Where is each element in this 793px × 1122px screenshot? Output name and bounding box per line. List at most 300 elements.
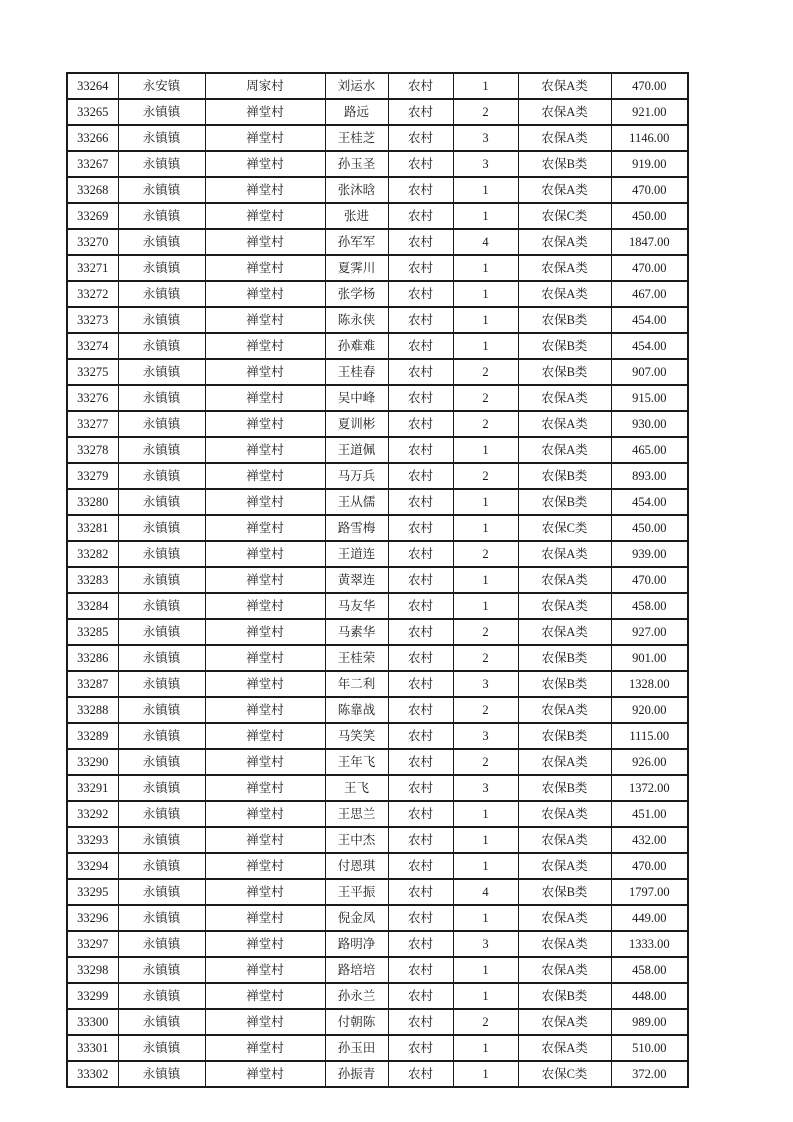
table-row [67, 1061, 688, 1087]
cell-town: 永镇镇 [118, 1009, 205, 1035]
cell-person-count: 3 [453, 671, 518, 697]
table-row [67, 125, 688, 151]
cell-serial-number: 33290 [67, 749, 118, 775]
cell-village: 禅堂村 [205, 697, 325, 723]
cell-household-type: 农村 [388, 125, 453, 151]
cell-person-name: 夏训彬 [325, 411, 388, 437]
cell-person-count: 2 [453, 411, 518, 437]
cell-serial-number: 33297 [67, 931, 118, 957]
cell-serial-number: 33282 [67, 541, 118, 567]
cell-serial-number: 33298 [67, 957, 118, 983]
cell-person-count: 1 [453, 593, 518, 619]
table-row [67, 983, 688, 1009]
cell-person-name: 路雪梅 [325, 515, 388, 541]
cell-town: 永镇镇 [118, 411, 205, 437]
cell-amount: 1372.00 [611, 775, 688, 801]
cell-person-name: 倪金凤 [325, 905, 388, 931]
cell-household-type: 农村 [388, 307, 453, 333]
cell-town: 永镇镇 [118, 801, 205, 827]
cell-person-name: 马笑笑 [325, 723, 388, 749]
cell-town: 永镇镇 [118, 125, 205, 151]
table-row [67, 931, 688, 957]
cell-insurance-category: 农保A类 [518, 255, 611, 281]
cell-household-type: 农村 [388, 73, 453, 99]
cell-person-count: 1 [453, 801, 518, 827]
cell-serial-number: 33287 [67, 671, 118, 697]
table-row [67, 879, 688, 905]
cell-serial-number: 33294 [67, 853, 118, 879]
cell-serial-number: 33283 [67, 567, 118, 593]
cell-amount: 470.00 [611, 853, 688, 879]
cell-person-count: 2 [453, 697, 518, 723]
cell-town: 永镇镇 [118, 437, 205, 463]
table-row [67, 463, 688, 489]
cell-person-count: 2 [453, 463, 518, 489]
cell-serial-number: 33264 [67, 73, 118, 99]
cell-amount: 926.00 [611, 749, 688, 775]
cell-household-type: 农村 [388, 333, 453, 359]
cell-serial-number: 33286 [67, 645, 118, 671]
cell-amount: 449.00 [611, 905, 688, 931]
cell-village: 禅堂村 [205, 749, 325, 775]
cell-insurance-category: 农保A类 [518, 1035, 611, 1061]
cell-town: 永镇镇 [118, 879, 205, 905]
cell-insurance-category: 农保B类 [518, 879, 611, 905]
table-row [67, 151, 688, 177]
cell-person-count: 1 [453, 281, 518, 307]
cell-person-name: 年二利 [325, 671, 388, 697]
cell-person-count: 1 [453, 1061, 518, 1087]
cell-serial-number: 33276 [67, 385, 118, 411]
cell-amount: 920.00 [611, 697, 688, 723]
cell-village: 禅堂村 [205, 203, 325, 229]
cell-person-count: 1 [453, 827, 518, 853]
cell-town: 永镇镇 [118, 1035, 205, 1061]
cell-household-type: 农村 [388, 1061, 453, 1087]
cell-village: 禅堂村 [205, 879, 325, 905]
cell-insurance-category: 农保B类 [518, 775, 611, 801]
cell-town: 永镇镇 [118, 983, 205, 1009]
cell-insurance-category: 农保C类 [518, 203, 611, 229]
cell-amount: 907.00 [611, 359, 688, 385]
cell-person-name: 王桂芝 [325, 125, 388, 151]
cell-amount: 930.00 [611, 411, 688, 437]
cell-town: 永镇镇 [118, 333, 205, 359]
cell-person-name: 王平振 [325, 879, 388, 905]
cell-serial-number: 33291 [67, 775, 118, 801]
cell-person-name: 王从儒 [325, 489, 388, 515]
cell-person-count: 1 [453, 489, 518, 515]
cell-person-name: 孙军军 [325, 229, 388, 255]
cell-village: 禅堂村 [205, 177, 325, 203]
cell-household-type: 农村 [388, 853, 453, 879]
cell-town: 永镇镇 [118, 359, 205, 385]
cell-town: 永镇镇 [118, 853, 205, 879]
cell-village: 禅堂村 [205, 411, 325, 437]
cell-village: 禅堂村 [205, 1009, 325, 1035]
cell-insurance-category: 农保A类 [518, 281, 611, 307]
cell-person-name: 孙振青 [325, 1061, 388, 1087]
cell-amount: 989.00 [611, 1009, 688, 1035]
cell-village: 禅堂村 [205, 567, 325, 593]
cell-insurance-category: 农保A类 [518, 73, 611, 99]
cell-amount: 451.00 [611, 801, 688, 827]
beneficiary-table [66, 72, 689, 1088]
table-row [67, 801, 688, 827]
cell-insurance-category: 农保A类 [518, 1009, 611, 1035]
table-row [67, 827, 688, 853]
cell-person-count: 1 [453, 905, 518, 931]
cell-insurance-category: 农保A类 [518, 567, 611, 593]
cell-insurance-category: 农保A类 [518, 905, 611, 931]
cell-amount: 470.00 [611, 73, 688, 99]
cell-household-type: 农村 [388, 463, 453, 489]
cell-person-count: 1 [453, 73, 518, 99]
cell-person-count: 2 [453, 619, 518, 645]
cell-insurance-category: 农保A类 [518, 801, 611, 827]
cell-village: 禅堂村 [205, 931, 325, 957]
cell-person-name: 王中杰 [325, 827, 388, 853]
cell-insurance-category: 农保B类 [518, 463, 611, 489]
cell-town: 永镇镇 [118, 723, 205, 749]
cell-person-name: 张沐晗 [325, 177, 388, 203]
cell-person-name: 吴中峰 [325, 385, 388, 411]
cell-village: 禅堂村 [205, 801, 325, 827]
table-row [67, 411, 688, 437]
cell-serial-number: 33299 [67, 983, 118, 1009]
cell-serial-number: 33295 [67, 879, 118, 905]
cell-household-type: 农村 [388, 151, 453, 177]
cell-person-name: 王道佩 [325, 437, 388, 463]
cell-person-count: 2 [453, 359, 518, 385]
cell-serial-number: 33269 [67, 203, 118, 229]
cell-village: 禅堂村 [205, 99, 325, 125]
cell-person-count: 2 [453, 749, 518, 775]
cell-person-name: 马万兵 [325, 463, 388, 489]
cell-household-type: 农村 [388, 203, 453, 229]
cell-serial-number: 33267 [67, 151, 118, 177]
cell-household-type: 农村 [388, 645, 453, 671]
cell-household-type: 农村 [388, 515, 453, 541]
cell-amount: 450.00 [611, 203, 688, 229]
cell-village: 禅堂村 [205, 723, 325, 749]
cell-household-type: 农村 [388, 411, 453, 437]
cell-town: 永镇镇 [118, 619, 205, 645]
table-row [67, 723, 688, 749]
cell-amount: 1797.00 [611, 879, 688, 905]
cell-person-count: 3 [453, 931, 518, 957]
cell-insurance-category: 农保A类 [518, 619, 611, 645]
cell-town: 永镇镇 [118, 203, 205, 229]
table-row [67, 281, 688, 307]
cell-household-type: 农村 [388, 593, 453, 619]
cell-town: 永镇镇 [118, 385, 205, 411]
cell-household-type: 农村 [388, 281, 453, 307]
cell-household-type: 农村 [388, 541, 453, 567]
cell-serial-number: 33288 [67, 697, 118, 723]
cell-person-count: 1 [453, 307, 518, 333]
cell-household-type: 农村 [388, 957, 453, 983]
table-row [67, 307, 688, 333]
cell-person-name: 孙永兰 [325, 983, 388, 1009]
cell-person-name: 王飞 [325, 775, 388, 801]
table-row [67, 333, 688, 359]
cell-serial-number: 33281 [67, 515, 118, 541]
cell-insurance-category: 农保A类 [518, 697, 611, 723]
cell-amount: 1146.00 [611, 125, 688, 151]
cell-village: 禅堂村 [205, 281, 325, 307]
cell-household-type: 农村 [388, 489, 453, 515]
cell-town: 永镇镇 [118, 463, 205, 489]
cell-village: 禅堂村 [205, 541, 325, 567]
cell-household-type: 农村 [388, 827, 453, 853]
cell-serial-number: 33279 [67, 463, 118, 489]
cell-person-name: 孙玉田 [325, 1035, 388, 1061]
table-row [67, 177, 688, 203]
cell-person-name: 付恩琪 [325, 853, 388, 879]
cell-village: 禅堂村 [205, 671, 325, 697]
cell-insurance-category: 农保A类 [518, 99, 611, 125]
cell-insurance-category: 农保B类 [518, 359, 611, 385]
cell-household-type: 农村 [388, 905, 453, 931]
cell-village: 禅堂村 [205, 1061, 325, 1087]
table-row [67, 853, 688, 879]
table-row [67, 775, 688, 801]
cell-town: 永镇镇 [118, 1061, 205, 1087]
cell-amount: 1847.00 [611, 229, 688, 255]
cell-serial-number: 33270 [67, 229, 118, 255]
table-row [67, 593, 688, 619]
cell-serial-number: 33280 [67, 489, 118, 515]
cell-person-name: 马素华 [325, 619, 388, 645]
cell-village: 禅堂村 [205, 463, 325, 489]
cell-village: 禅堂村 [205, 385, 325, 411]
table-row [67, 749, 688, 775]
cell-household-type: 农村 [388, 879, 453, 905]
cell-serial-number: 33302 [67, 1061, 118, 1087]
cell-town: 永镇镇 [118, 151, 205, 177]
table-body [67, 73, 688, 1087]
cell-insurance-category: 农保B类 [518, 489, 611, 515]
cell-insurance-category: 农保A类 [518, 229, 611, 255]
cell-village: 禅堂村 [205, 853, 325, 879]
cell-insurance-category: 农保B类 [518, 307, 611, 333]
cell-serial-number: 33268 [67, 177, 118, 203]
cell-town: 永镇镇 [118, 749, 205, 775]
cell-insurance-category: 农保A类 [518, 593, 611, 619]
cell-town: 永镇镇 [118, 541, 205, 567]
cell-amount: 919.00 [611, 151, 688, 177]
table-row [67, 645, 688, 671]
cell-village: 禅堂村 [205, 619, 325, 645]
cell-amount: 450.00 [611, 515, 688, 541]
cell-town: 永镇镇 [118, 489, 205, 515]
cell-insurance-category: 农保B类 [518, 645, 611, 671]
cell-insurance-category: 农保A类 [518, 749, 611, 775]
table-row [67, 255, 688, 281]
cell-insurance-category: 农保C类 [518, 515, 611, 541]
cell-person-count: 1 [453, 983, 518, 1009]
cell-household-type: 农村 [388, 723, 453, 749]
cell-amount: 470.00 [611, 177, 688, 203]
cell-amount: 921.00 [611, 99, 688, 125]
cell-amount: 454.00 [611, 333, 688, 359]
cell-household-type: 农村 [388, 931, 453, 957]
cell-insurance-category: 农保A类 [518, 853, 611, 879]
cell-amount: 901.00 [611, 645, 688, 671]
cell-household-type: 农村 [388, 619, 453, 645]
cell-serial-number: 33265 [67, 99, 118, 125]
cell-insurance-category: 农保B类 [518, 151, 611, 177]
cell-household-type: 农村 [388, 99, 453, 125]
cell-person-count: 2 [453, 645, 518, 671]
cell-person-count: 3 [453, 775, 518, 801]
cell-amount: 458.00 [611, 593, 688, 619]
cell-serial-number: 33292 [67, 801, 118, 827]
cell-person-count: 1 [453, 437, 518, 463]
cell-amount: 465.00 [611, 437, 688, 463]
table-row [67, 619, 688, 645]
table-row [67, 489, 688, 515]
cell-town: 永镇镇 [118, 515, 205, 541]
cell-village: 周家村 [205, 73, 325, 99]
table-row [67, 905, 688, 931]
cell-village: 禅堂村 [205, 489, 325, 515]
cell-serial-number: 33300 [67, 1009, 118, 1035]
cell-insurance-category: 农保A类 [518, 385, 611, 411]
cell-amount: 1115.00 [611, 723, 688, 749]
cell-serial-number: 33284 [67, 593, 118, 619]
cell-person-name: 路培培 [325, 957, 388, 983]
cell-household-type: 农村 [388, 359, 453, 385]
cell-person-count: 2 [453, 541, 518, 567]
cell-town: 永镇镇 [118, 957, 205, 983]
cell-serial-number: 33272 [67, 281, 118, 307]
cell-serial-number: 33301 [67, 1035, 118, 1061]
table-row [67, 203, 688, 229]
cell-person-name: 王桂荣 [325, 645, 388, 671]
table-row [67, 229, 688, 255]
cell-village: 禅堂村 [205, 775, 325, 801]
table-row [67, 385, 688, 411]
cell-village: 禅堂村 [205, 593, 325, 619]
cell-insurance-category: 农保B类 [518, 671, 611, 697]
cell-insurance-category: 农保C类 [518, 1061, 611, 1087]
cell-town: 永镇镇 [118, 827, 205, 853]
cell-household-type: 农村 [388, 1009, 453, 1035]
cell-amount: 470.00 [611, 255, 688, 281]
cell-village: 禅堂村 [205, 229, 325, 255]
cell-person-name: 付朝陈 [325, 1009, 388, 1035]
cell-household-type: 农村 [388, 567, 453, 593]
cell-person-name: 黄翠连 [325, 567, 388, 593]
cell-village: 禅堂村 [205, 827, 325, 853]
cell-amount: 467.00 [611, 281, 688, 307]
table-row [67, 671, 688, 697]
cell-serial-number: 33275 [67, 359, 118, 385]
cell-insurance-category: 农保B类 [518, 723, 611, 749]
cell-village: 禅堂村 [205, 151, 325, 177]
cell-serial-number: 33273 [67, 307, 118, 333]
cell-village: 禅堂村 [205, 359, 325, 385]
cell-amount: 1328.00 [611, 671, 688, 697]
cell-town: 永镇镇 [118, 775, 205, 801]
cell-person-count: 1 [453, 177, 518, 203]
cell-town: 永安镇 [118, 73, 205, 99]
table-row [67, 99, 688, 125]
cell-town: 永镇镇 [118, 697, 205, 723]
cell-serial-number: 33293 [67, 827, 118, 853]
cell-person-name: 陈靠战 [325, 697, 388, 723]
cell-insurance-category: 农保A类 [518, 931, 611, 957]
cell-person-count: 1 [453, 957, 518, 983]
cell-insurance-category: 农保B类 [518, 333, 611, 359]
cell-serial-number: 33274 [67, 333, 118, 359]
cell-household-type: 农村 [388, 229, 453, 255]
cell-town: 永镇镇 [118, 307, 205, 333]
cell-town: 永镇镇 [118, 671, 205, 697]
cell-person-name: 路明净 [325, 931, 388, 957]
table-row [67, 1009, 688, 1035]
cell-person-count: 1 [453, 853, 518, 879]
cell-person-name: 孙难难 [325, 333, 388, 359]
cell-village: 禅堂村 [205, 983, 325, 1009]
cell-town: 永镇镇 [118, 177, 205, 203]
cell-person-name: 张进 [325, 203, 388, 229]
cell-town: 永镇镇 [118, 567, 205, 593]
cell-household-type: 农村 [388, 671, 453, 697]
cell-person-name: 张学杨 [325, 281, 388, 307]
cell-amount: 372.00 [611, 1061, 688, 1087]
cell-person-name: 路远 [325, 99, 388, 125]
cell-household-type: 农村 [388, 437, 453, 463]
cell-person-count: 1 [453, 567, 518, 593]
cell-person-count: 1 [453, 333, 518, 359]
cell-serial-number: 33285 [67, 619, 118, 645]
cell-person-count: 3 [453, 125, 518, 151]
table-row [67, 437, 688, 463]
cell-person-name: 孙玉圣 [325, 151, 388, 177]
cell-person-count: 4 [453, 229, 518, 255]
cell-village: 禅堂村 [205, 905, 325, 931]
cell-person-name: 刘运水 [325, 73, 388, 99]
cell-person-count: 2 [453, 385, 518, 411]
cell-person-count: 1 [453, 255, 518, 281]
cell-person-name: 王桂春 [325, 359, 388, 385]
cell-insurance-category: 农保A类 [518, 437, 611, 463]
cell-person-count: 1 [453, 515, 518, 541]
cell-village: 禅堂村 [205, 957, 325, 983]
cell-village: 禅堂村 [205, 255, 325, 281]
cell-household-type: 农村 [388, 983, 453, 1009]
cell-town: 永镇镇 [118, 281, 205, 307]
cell-household-type: 农村 [388, 255, 453, 281]
cell-village: 禅堂村 [205, 125, 325, 151]
cell-insurance-category: 农保A类 [518, 957, 611, 983]
cell-person-count: 2 [453, 1009, 518, 1035]
cell-person-count: 1 [453, 1035, 518, 1061]
cell-amount: 454.00 [611, 307, 688, 333]
cell-village: 禅堂村 [205, 1035, 325, 1061]
cell-insurance-category: 农保A类 [518, 177, 611, 203]
cell-household-type: 农村 [388, 775, 453, 801]
cell-town: 永镇镇 [118, 645, 205, 671]
cell-person-count: 3 [453, 723, 518, 749]
cell-person-name: 王思兰 [325, 801, 388, 827]
cell-village: 禅堂村 [205, 645, 325, 671]
cell-person-count: 3 [453, 151, 518, 177]
cell-person-count: 1 [453, 203, 518, 229]
